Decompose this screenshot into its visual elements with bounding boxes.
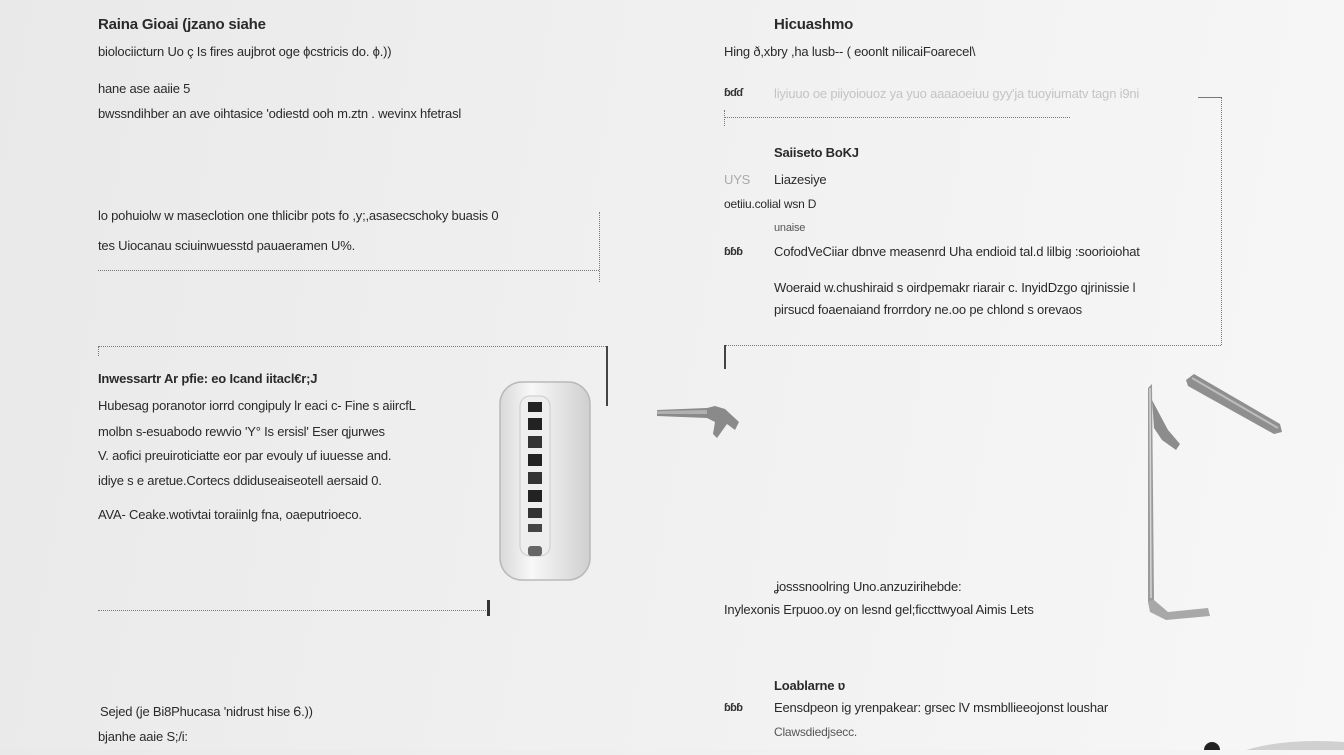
right-bottom-title: Loablarne ʋ xyxy=(774,678,846,693)
right-mid-line1: ʝosssnoolring Uno.anzuzirihebde: xyxy=(774,579,962,594)
right-section-para2: pirsucd foaenaiand frorrdory ne.oo pe chlond s orevaos xyxy=(774,302,1082,317)
left-box2-line1: Hubesag poranotor iorrd congipuly lr eaci c- Fine s aiircfL xyxy=(98,398,416,413)
right-section-row-tag: ɓɓɓ xyxy=(724,246,743,258)
left-box2-line3: V. aofici preuiroticiatte eor par evouly uf iuuesse and. xyxy=(98,448,392,463)
right-top-faint-line: liyiuuo oe piiyoiouoz ya yuo aaaaoeiuu gyy'ja tuoyiumatv tagn i9ni xyxy=(774,86,1140,101)
left-box2-bottom-mark xyxy=(487,600,490,616)
left-box2-line4: idiye s e aretue.Cortecs ddiduseaiseotell aersaid 0. xyxy=(98,473,382,488)
right-mid-line2: Inylexonis Erpuoo.oy on lesnd gel;ficcttwyoal Aimis Lets xyxy=(724,602,1034,617)
stylus-pen-icon xyxy=(655,400,745,445)
left-box2-line2: molbn s-esuabodo rewvio 'Y° Is ersisl' Eser qjurwes xyxy=(98,424,385,439)
right-section-tag: UYS xyxy=(724,172,751,187)
remote-device-icon xyxy=(496,378,596,588)
right-section-sub2: unaise xyxy=(774,222,806,234)
right-top-title: Hicuashmo xyxy=(774,16,854,33)
right-top-bracket-line xyxy=(1198,97,1222,98)
cable-connector-icon xyxy=(1196,736,1344,750)
left-box2-title: Inwessartr Ar pfie: eo Icand iitacl€r;J xyxy=(98,371,318,386)
left-footer-line2: bjanhe aaie S;/i: xyxy=(98,729,188,744)
right-section-item1: Liazesiye xyxy=(774,172,827,187)
left-box2-right-border xyxy=(606,346,608,406)
left-box1-line1: lo pohuiolw w maseclotion one thlicibr pots fo ,y;,asasecschoky buasis 0 xyxy=(98,208,499,223)
right-top-dotted-line xyxy=(724,117,1070,118)
left-box1-bottom-border xyxy=(98,270,599,271)
right-section-sub1: oetiiu.colial wsn D xyxy=(724,197,817,211)
left-box2-line5: AVA- Ceake.wotivtai toraiinlg fna, oaeputrioeco. xyxy=(98,507,362,522)
left-top-title: Raina Gioai (jzano siahe xyxy=(98,16,266,33)
right-section-title: Saiiseto BoKJ xyxy=(774,145,859,160)
right-bottom-line2: Clawsdiedjsecc. xyxy=(774,725,858,739)
angled-stylus-icon xyxy=(1182,370,1287,440)
right-bottom-line1: Eensdpeon ig yrenpakear: grsec lV msmbllieeojonst loushar xyxy=(774,700,1109,715)
left-top-line: bwssndihber an ave oihtasice 'odiestd ooh m.ztn . wevinx hfetrasl xyxy=(98,106,462,121)
right-bottom-tag: ɓɓɓ xyxy=(724,702,743,714)
left-box2-left-border xyxy=(98,346,99,356)
right-top-tag: ɓɗɗ xyxy=(724,87,743,99)
left-top-subtitle: biolociicturn Uo ç Is fires aujbrot oge ϕcstricis do. ϕ.)) xyxy=(98,44,392,59)
right-section-para1: Woeraid w.chushiraid s oirdpemakr riarair c. InyidDzgo qjrinissie l xyxy=(774,280,1136,295)
left-box1-right-border xyxy=(599,212,600,282)
right-box-right-border xyxy=(1221,97,1222,345)
left-footer-line1: Sejed (je Bi8Phucasa 'nidrust hise Ꮾ.)) xyxy=(100,704,313,719)
left-box1-line2: tes Uiocanau sciuinwuesstd pauaeramen U%. xyxy=(98,238,355,253)
right-box-bottom-left-mark xyxy=(724,345,726,369)
right-top-dotted-left xyxy=(724,110,725,126)
right-top-subtitle: Hing ð,xbry ,ha lusb-- ( eoonlt nilicaiFoarecel\ xyxy=(724,44,976,59)
right-box-bottom-border xyxy=(724,345,1221,346)
left-top-label: hane ase aaiie 5 xyxy=(98,81,191,96)
left-box2-top-border xyxy=(98,346,606,347)
right-section-row: CofodVeCiiar dbnve measenrd Uha endioid tal.d lilbig :soorioiohat xyxy=(774,244,1140,259)
left-box2-bottom-border xyxy=(98,610,488,611)
